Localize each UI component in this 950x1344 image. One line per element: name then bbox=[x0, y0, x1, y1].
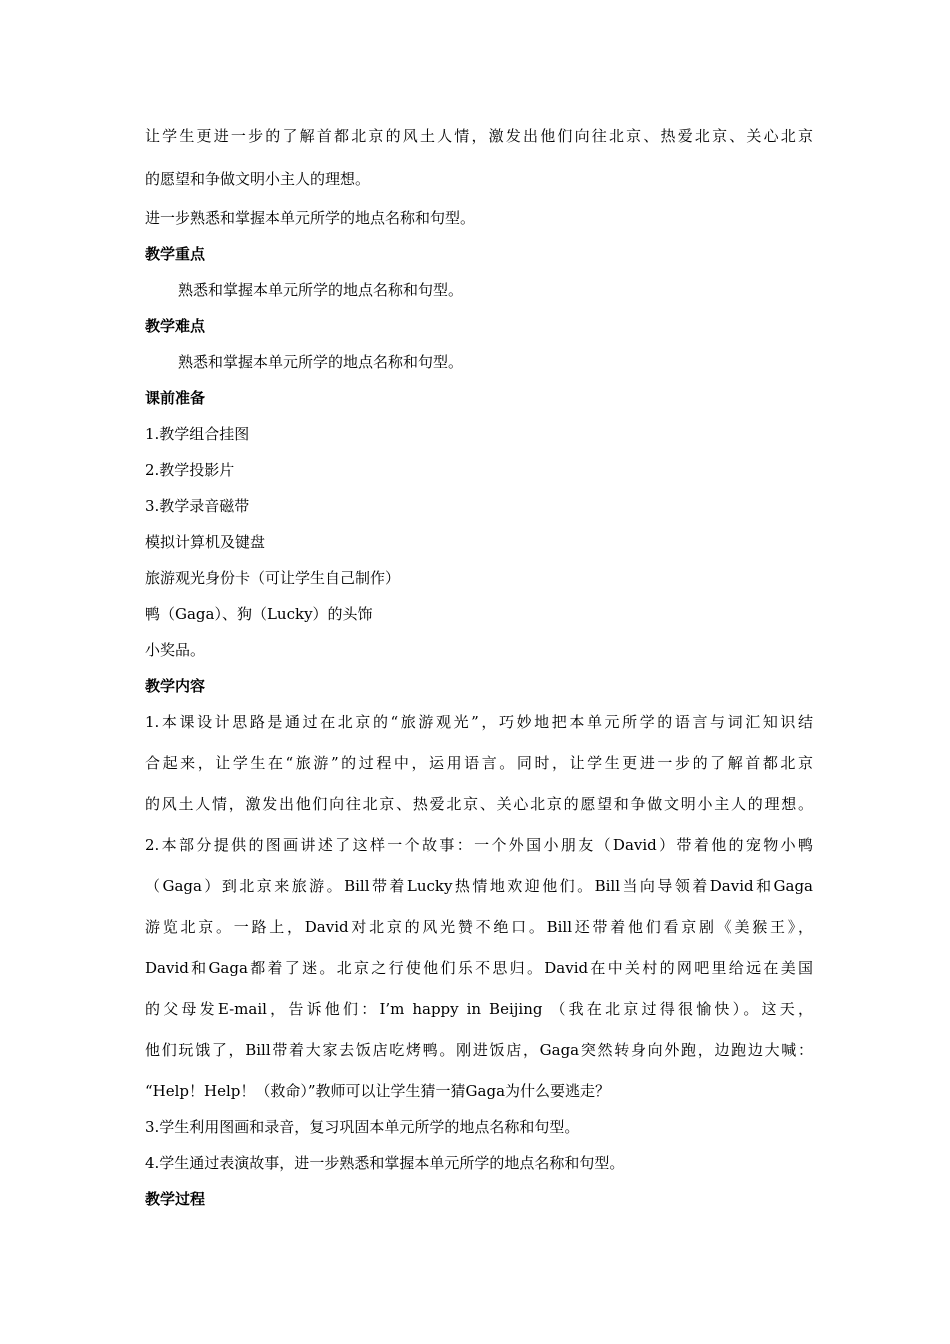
preparation-item: 鸭（Gaga）、狗（Lucky）的头饰 bbox=[145, 605, 373, 623]
preparation-item: 模拟计算机及键盘 bbox=[145, 533, 266, 551]
content-line: （Gaga）到北京来旅游。Bill带着Lucky热情地欢迎他们。Bill当向导领着David和Gaga bbox=[145, 877, 813, 895]
content-line: 4.学生通过表演故事，进一步熟悉和掌握本单元所学的地点名称和句型。 bbox=[145, 1154, 625, 1172]
intro-line-1: 让学生更进一步的了解首都北京的风土人情，激发出他们向往北京、热爱北京、关心北京 bbox=[145, 127, 813, 145]
preparation-item: 2.教学投影片 bbox=[145, 461, 235, 479]
content-line: 的父母发E-mail，告诉他们：I’m happy in Beijing （我在北京过得很愉快）。这天， bbox=[145, 1000, 813, 1018]
content-heading: 教学内容 bbox=[145, 677, 206, 695]
content-line: 的风土人情，激发出他们向往北京、热爱北京、关心北京的愿望和争做文明小主人的理想。 bbox=[145, 795, 813, 813]
content-line: 游览北京。一路上，David对北京的风光赞不绝口。Bill还带着他们看京剧《美猴王》， bbox=[145, 918, 813, 936]
preparation-item: 3.教学录音磁带 bbox=[145, 497, 250, 515]
content-line: 3.学生利用图画和录音，复习巩固本单元所学的地点名称和句型。 bbox=[145, 1118, 580, 1136]
difficulty-heading: 教学难点 bbox=[145, 317, 206, 335]
intro-line-3: 进一步熟悉和掌握本单元所学的地点名称和句型。 bbox=[145, 209, 476, 227]
focus-heading: 教学重点 bbox=[145, 245, 206, 263]
content-line: 1.本课设计思路是通过在北京的“旅游观光”，巧妙地把本单元所学的语言与词汇知识结 bbox=[145, 713, 813, 731]
focus-text: 熟悉和掌握本单元所学的地点名称和句型。 bbox=[178, 281, 464, 299]
preparation-item: 1.教学组合挂图 bbox=[145, 425, 250, 443]
content-line: 合起来，让学生在“旅游”的过程中，运用语言。同时，让学生更进一步的了解首都北京 bbox=[145, 754, 813, 772]
intro-line-2: 的愿望和争做文明小主人的理想。 bbox=[145, 170, 371, 188]
document-body bbox=[145, 118, 813, 1217]
preparation-item: 小奖品。 bbox=[145, 641, 206, 659]
content-line: David和Gaga都着了迷。北京之行使他们乐不思归。David在中关村的网吧里给远在美国 bbox=[145, 959, 813, 977]
content-line: “Help！Help！（救命）”教师可以让学生猜一猜Gaga为什么要逃走？ bbox=[145, 1082, 611, 1100]
process-heading: 教学过程 bbox=[145, 1190, 206, 1208]
difficulty-text: 熟悉和掌握本单元所学的地点名称和句型。 bbox=[178, 353, 464, 371]
preparation-heading: 课前准备 bbox=[145, 389, 206, 407]
content-line: 他们玩饿了，Bill带着大家去饭店吃烤鸭。刚进饭店，Gaga突然转身向外跑，边跑边大喊： bbox=[145, 1041, 813, 1059]
content-line: 2.本部分提供的图画讲述了这样一个故事：一个外国小朋友（David）带着他的宠物小鸭 bbox=[145, 836, 813, 854]
preparation-item: 旅游观光身份卡（可让学生自己制作） bbox=[145, 569, 401, 587]
